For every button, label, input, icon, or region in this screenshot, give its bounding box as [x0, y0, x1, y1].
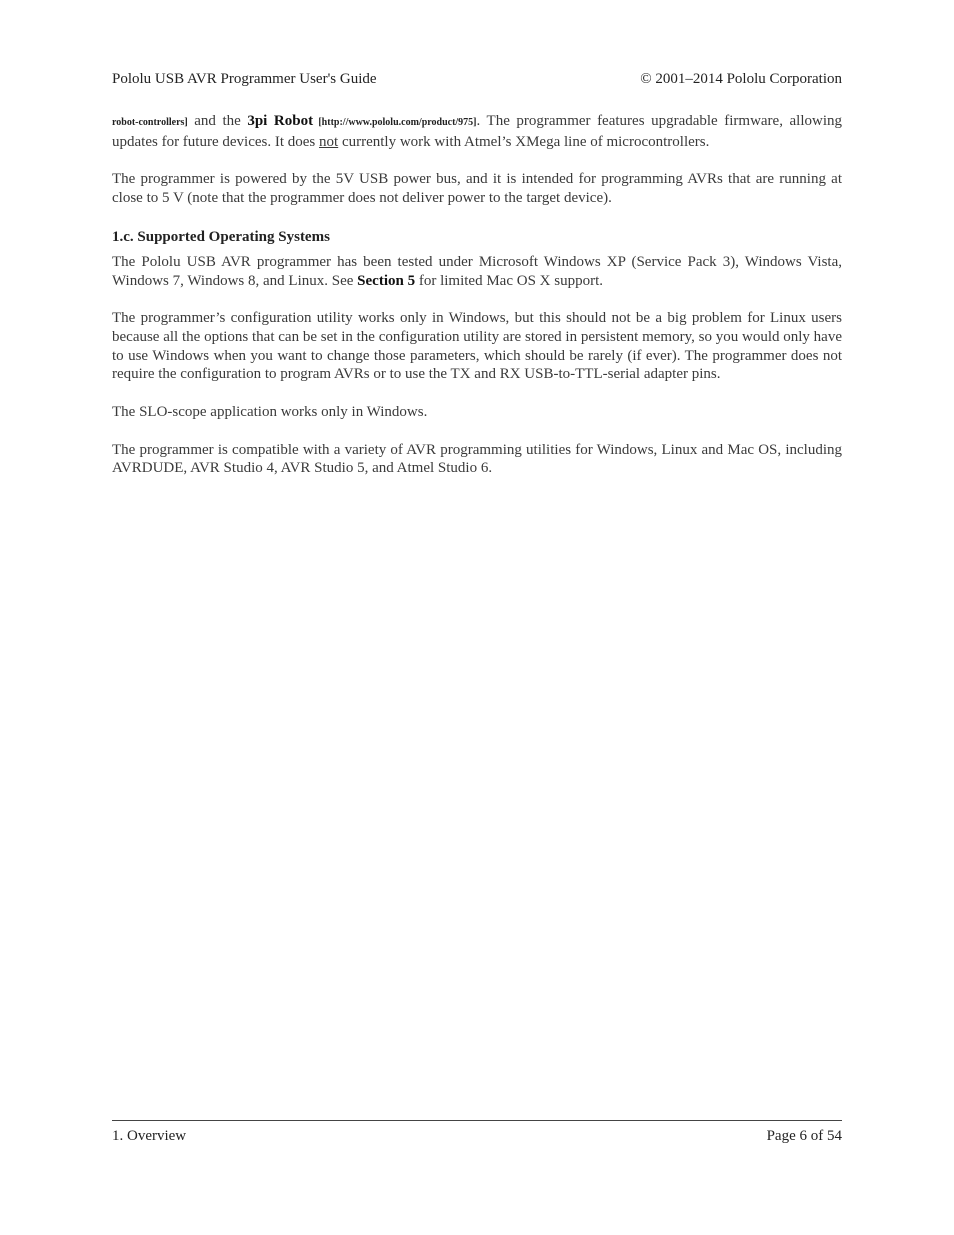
paragraph-power: The programmer is powered by the 5V USB power bus, and it is intended for programming AVRs that are running at close to 5 V (note that the programmer does not deliver power to the target device).: [112, 171, 842, 207]
text-span: and the: [187, 113, 248, 129]
link-section-5[interactable]: Section 5: [357, 272, 416, 289]
page-footer: [112, 1127, 842, 1145]
paragraph-compatibility: The programmer is compatible with a variety of AVR programming utilities for Windows, Linux and Mac OS, including AVRDUDE, AVR Studio 4, AVR Studio 5, and Atmel Studio 6.: [112, 441, 842, 477]
section-heading: 1.c. Supported Operating Systems: [112, 228, 330, 245]
emphasis-not: not: [319, 133, 339, 150]
paragraph-config-utility: The programmer’s configuration utility works only in Windows, but this should not be a big problem for Linux users because all the options that can be set in the configuration utility are stored in persistent memory, so you would only have to use Windows when you want to change those parameters, which should be rarely (if ever). The programmer does not require the configuration to program AVRs or to use the TX and RX USB-to-TTL-serial adapter pins.: [112, 310, 842, 383]
text-span: currently work with Atmel’s XMega line of microcontrollers.: [338, 133, 710, 150]
header-title: Pololu USB AVR Programmer User's Guide: [112, 71, 377, 87]
url-robot-controllers[interactable]: robot-controllers]: [112, 117, 188, 128]
footer-section: 1. Overview: [112, 1128, 187, 1144]
text-span: . The programmer features upgradable firmware, allowing updates for future devices. It does: [112, 113, 842, 150]
footer-page-number: Page 6 of 54: [766, 1128, 842, 1144]
paragraph-firmware: [112, 112, 842, 151]
header-copyright: © 2001–2014 Pololu Corporation: [640, 71, 842, 87]
page-body: [112, 112, 842, 497]
paragraph-slo-scope: The SLO-scope application works only in Windows.: [112, 404, 428, 421]
link-3pi-robot[interactable]: 3pi Robot: [247, 113, 314, 129]
page-header: [112, 70, 842, 88]
footer-divider: [112, 1120, 842, 1121]
text-span: The Pololu USB AVR programmer has been tested under Microsoft Windows XP (Service Pack 3), Windows Vista, Windows 7, Windows 8, and Linux. See: [112, 253, 842, 289]
text-span: for limited Mac OS X support.: [415, 272, 603, 289]
paragraph-tested-os: [112, 253, 842, 290]
url-3pi-robot[interactable]: [http://www.pololu.com/product/975]: [313, 117, 477, 128]
